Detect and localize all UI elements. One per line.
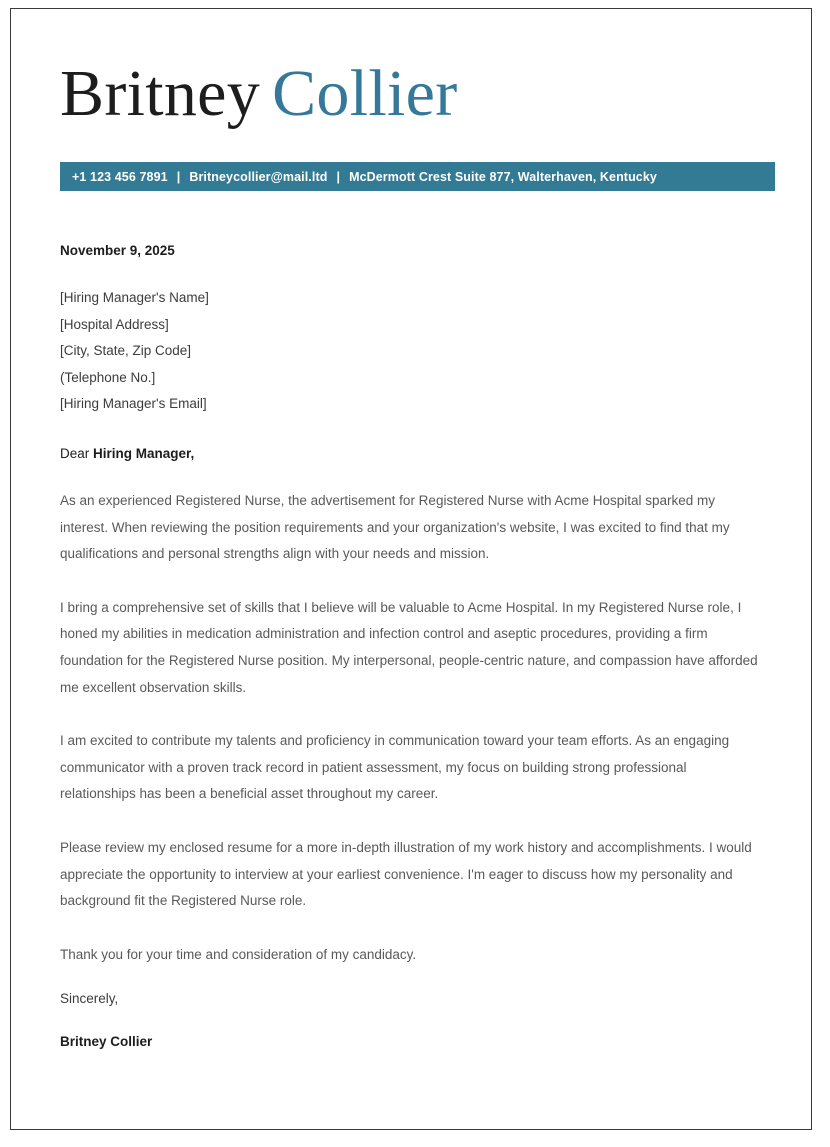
body-paragraph: I am excited to contribute my talents and proficiency in communication toward your team efforts. As an engaging communicator with a proven track record in patient assessment, my focus on building strong professional relationships has been a beneficial asset throughout my career.	[60, 733, 730, 802]
recipient-block	[60, 285, 765, 418]
closing-line: Sincerely,	[60, 991, 119, 1007]
first-name: Britney	[60, 57, 261, 130]
contact-separator-1: |	[176, 169, 181, 184]
page-content	[11, 9, 811, 1129]
recipient-line: [Hiring Manager's Email]	[60, 396, 207, 412]
body-paragraph: Please review my enclosed resume for a more in-depth illustration of my work history and accomplishments. I would appreciate the opportunity to interview at your earliest convenience. I'm eager to discuss how my personality and background fit the Registered Nurse role.	[60, 839, 752, 909]
salutation	[60, 446, 765, 461]
contact-address: McDermott Crest Suite 877, Walterhaven, Kentucky	[349, 169, 657, 184]
salutation-greeting: Dear	[60, 445, 94, 461]
cover-letter-page	[10, 8, 812, 1130]
contact-separator-2: |	[336, 169, 341, 184]
body-paragraph: I bring a comprehensive set of skills that I believe will be valuable to Acme Hospital. In my Registered Nurse role, I honed my abilities in medication administration and infection control and aseptic procedures, providing a firm foundation for the Registered Nurse position. My interpersonal, people-centric nature, and compassion have afforded me excellent observation skills.	[60, 599, 758, 695]
contact-phone: +1 123 456 7891	[72, 169, 168, 184]
recipient-line: [City, State, Zip Code]	[60, 343, 192, 359]
recipient-line: (Telephone No.]	[60, 369, 156, 385]
salutation-recipient: Hiring Manager,	[93, 445, 195, 461]
contact-email: Britneycollier@mail.ltd	[189, 169, 328, 184]
recipient-line: [Hospital Address]	[60, 316, 169, 332]
body-paragraph: As an experienced Registered Nurse, the advertisement for Registered Nurse with Acme Hospital sparked my interest. When reviewing the position requirements and your organization's website, I was excited to find that my qualifications and personal strengths align with your needs and mission.	[60, 492, 730, 562]
contact-bar	[60, 162, 775, 191]
last-name: Collier	[272, 57, 458, 130]
signature-name: Britney Collier	[60, 1034, 153, 1050]
thank-you-line: Thank you for your time and consideration of my candidacy.	[60, 946, 417, 962]
letter-date: November 9, 2025	[60, 243, 175, 258]
letter-body	[60, 243, 765, 1049]
name-header	[58, 9, 765, 130]
recipient-line: [Hiring Manager's Name]	[60, 290, 209, 305]
